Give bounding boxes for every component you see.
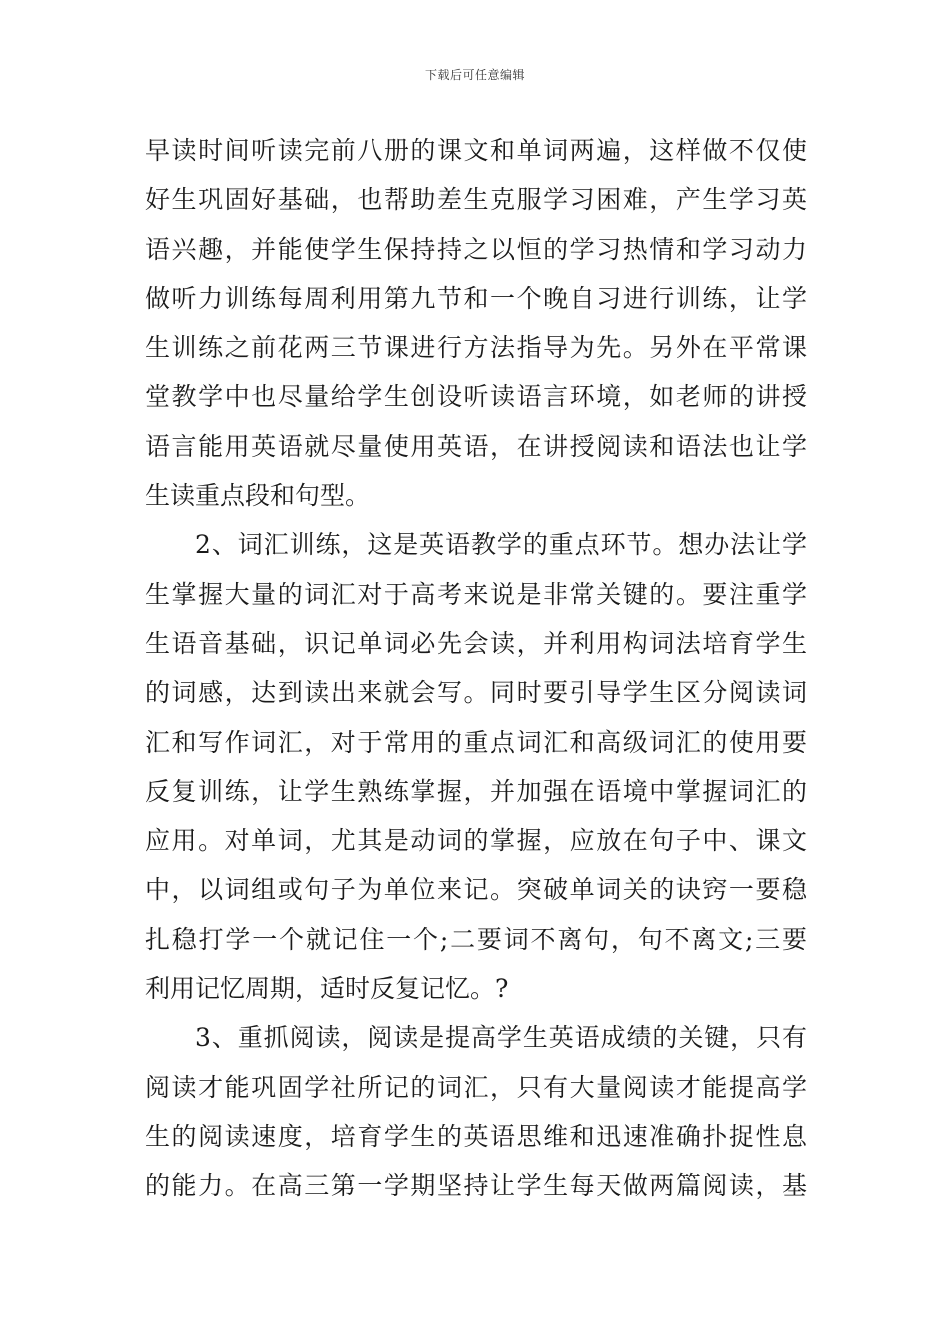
text-line: 堂教学中也尽量给学生创设听读语言环境，如老师的讲授 [145, 382, 807, 412]
text-line: 生训练之前花两三节课进行方法指导为先。另外在平常课 [145, 333, 807, 363]
text-line: 的能力。在高三第一学期坚持让学生每天做两篇阅读，基 [145, 1171, 807, 1201]
text-line: 2、词汇训练，这是英语教学的重点环节。想办法让学 [195, 530, 807, 560]
paragraph-3-reading [145, 1013, 807, 1210]
text-line: 扎稳打学一个就记住一个;二要词不离句，句不离文;三要 [145, 924, 807, 954]
text-line: 语言能用英语就尽量使用英语，在讲授阅读和语法也让学 [145, 431, 807, 461]
text-line: 做听力训练每周利用第九节和一个晚自习进行训练，让学 [145, 283, 807, 313]
text-line: 利用记忆周期，适时反复记忆。? [145, 974, 509, 1004]
paragraph-1 [145, 126, 807, 520]
text-line: 语兴趣，并能使学生保持持之以恒的学习热情和学习动力 [145, 234, 807, 264]
text-line: 生掌握大量的词汇对于高考来说是非常关键的。要注重学 [145, 579, 807, 609]
page-header: 下载后可任意编辑 [424, 68, 525, 82]
paragraph-2-vocabulary [145, 520, 807, 1013]
text-line: 反复训练，让学生熟练掌握，并加强在语境中掌握词汇的 [145, 776, 807, 806]
text-line: 应用。对单词，尤其是动词的掌握，应放在句子中、课文 [145, 826, 807, 856]
text-line: 早读时间听读完前八册的课文和单词两遍，这样做不仅使 [145, 136, 807, 165]
text-line: 生的阅读速度，培育学生的英语思维和迅速准确扑捉性息 [145, 1121, 807, 1151]
text-line: 3、重抓阅读，阅读是提高学生英语成绩的关键，只有 [195, 1023, 807, 1053]
text-line: 的词感，达到读出来就会写。同时要引导学生区分阅读词 [145, 678, 807, 708]
text-line: 阅读才能巩固学社所记的词汇，只有大量阅读才能提高学 [145, 1072, 807, 1102]
text-line: 中，以词组或句子为单位来记。突破单词关的诀窍一要稳 [145, 875, 807, 905]
text-line: 生语音基础，识记单词必先会读，并利用构词法培育学生 [145, 628, 807, 658]
text-line: 好生巩固好基础，也帮助差生克服学习困难，产生学习英 [145, 185, 807, 215]
document-body [145, 126, 807, 1211]
text-line: 汇和写作词汇，对于常用的重点词汇和高级词汇的使用要 [145, 727, 807, 757]
text-line: 生读重点段和句型。 [145, 481, 371, 511]
